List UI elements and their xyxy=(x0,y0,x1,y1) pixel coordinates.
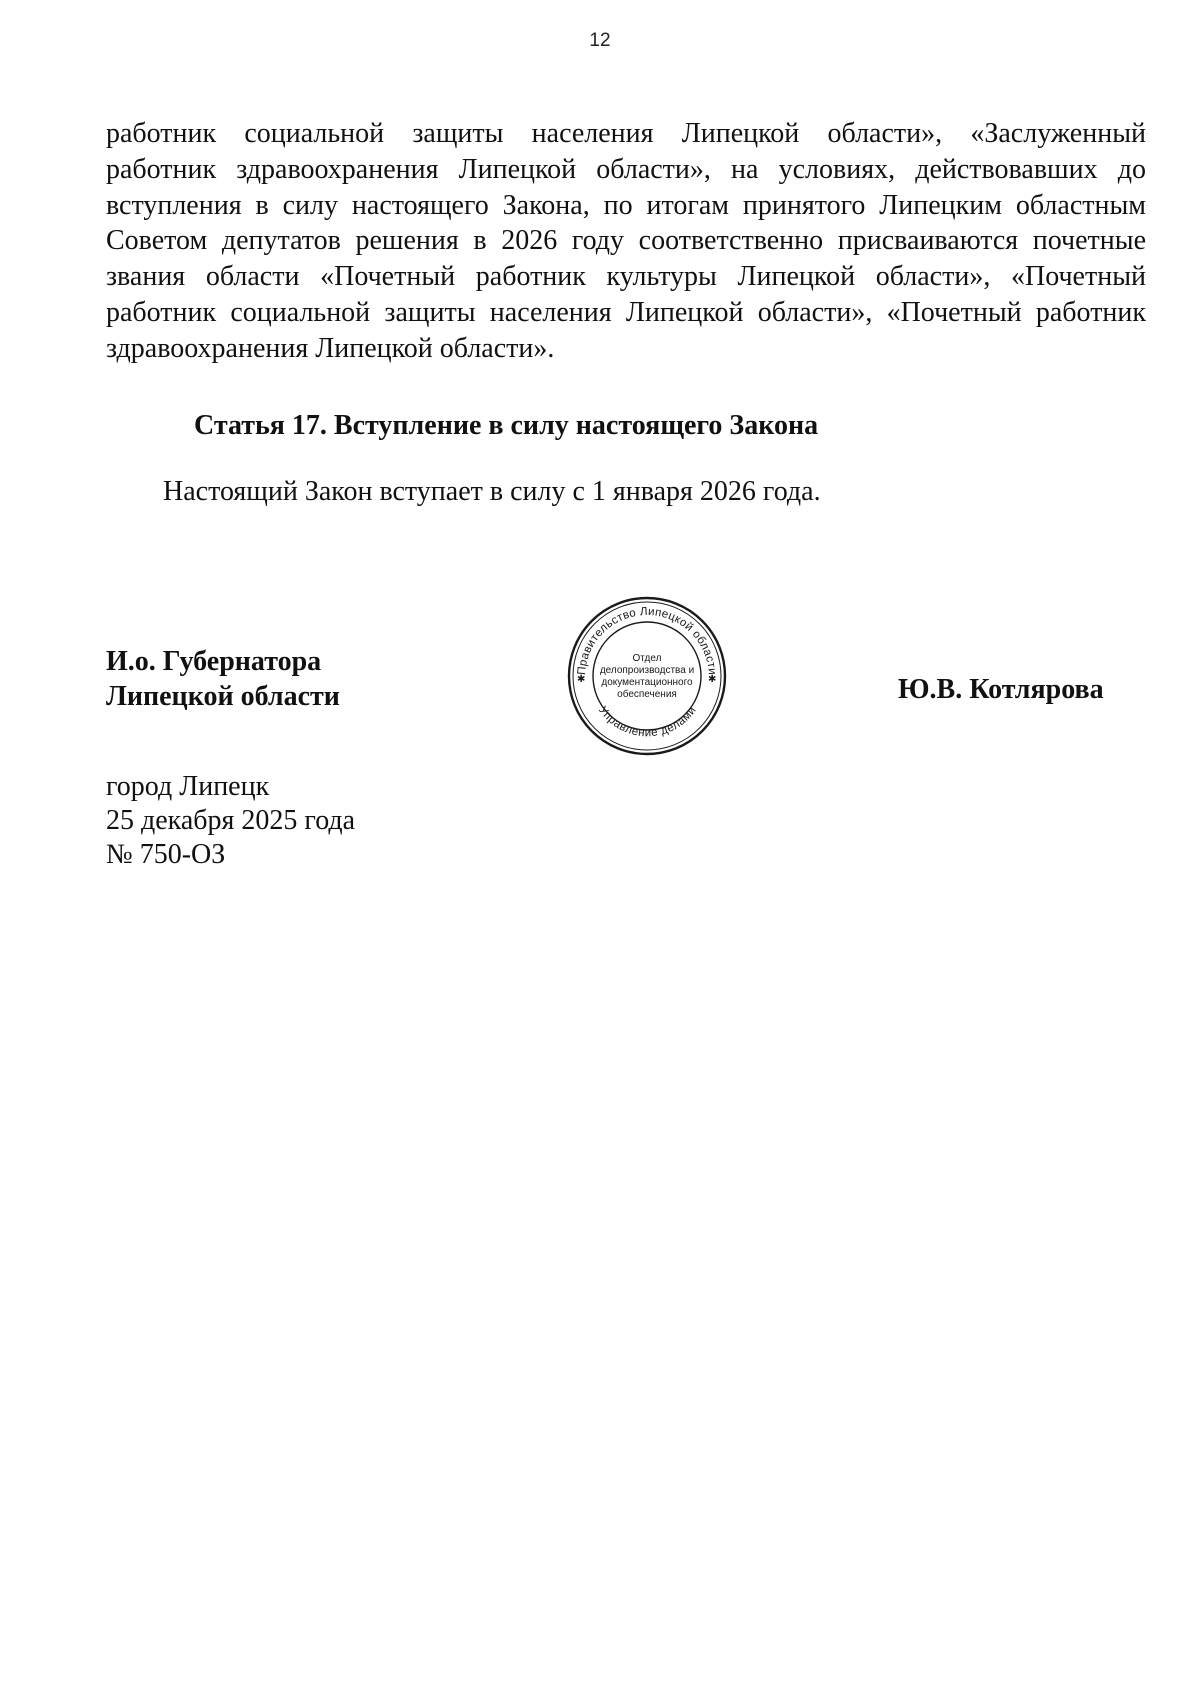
stamp-outer-top-text: Правительство Липецкой области xyxy=(575,605,719,676)
stamp-center-line: Отдел xyxy=(632,653,662,664)
document-number: № 750-ОЗ xyxy=(106,839,226,870)
signatory-title xyxy=(106,644,340,714)
city: город Липецк xyxy=(106,771,270,802)
paragraph-line: работник социальной защиты населения Липецкой области», «Почетный работник xyxy=(106,296,1146,328)
body-paragraph xyxy=(106,116,1146,367)
paragraph-line: звания области «Почетный работник культуры Липецкой области», «Почетный xyxy=(106,261,1146,293)
stamp-center-line: делопроизводства и xyxy=(599,665,695,676)
signatory-name: Ю.В. Котлярова xyxy=(898,674,1104,705)
paragraph-line: здравоохранения Липецкой области». xyxy=(106,332,555,364)
official-stamp xyxy=(565,593,730,758)
article-text: Настоящий Закон вступает в силу с 1 января 2026 года. xyxy=(163,476,821,507)
stamp-star-left: ✱ xyxy=(577,674,586,685)
stamp-outer-bottom-text: Управление делами xyxy=(596,704,699,740)
paragraph-line: Советом депутатов решения в 2026 году соответственно присваиваются почетные xyxy=(106,225,1146,257)
document-footer xyxy=(106,770,355,872)
stamp-center-line: обеспечения xyxy=(617,689,677,700)
paragraph-line: работник здравоохранения Липецкой области», на условиях, действовавших до xyxy=(106,153,1146,185)
stamp-center-line: документационного xyxy=(601,677,693,688)
page-number: 12 xyxy=(589,30,611,51)
paragraph-line: работник социальной защиты населения Липецкой области», «Заслуженный xyxy=(106,118,1146,149)
article-heading: Статья 17. Вступление в силу настоящего Закона xyxy=(194,410,819,441)
paragraph-line: вступления в силу настоящего Закона, по итогам принятого Липецким областным xyxy=(106,189,1146,221)
document-date: 25 декабря 2025 года xyxy=(106,805,356,836)
signatory-title-line: И.о. Губернатора xyxy=(106,646,322,677)
signatory-title-line: Липецкой области xyxy=(106,681,340,712)
stamp-star-right: ✱ xyxy=(708,674,717,685)
